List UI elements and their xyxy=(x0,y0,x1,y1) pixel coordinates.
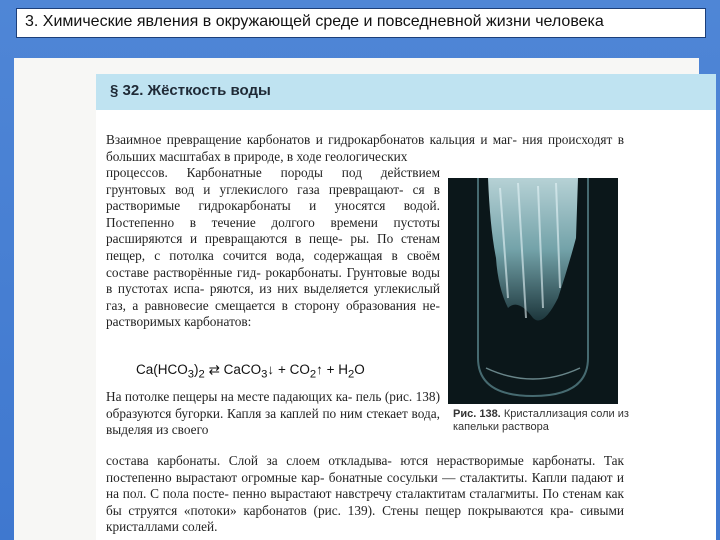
section-heading: § 32. Жёсткость воды xyxy=(96,74,716,110)
figure-caption xyxy=(453,408,633,434)
test-tube-illustration xyxy=(448,178,618,404)
figure-caption-text: Кристаллизация соли из капельки раствора xyxy=(453,408,629,433)
chemical-equation: $Ca(HCO_3)_2$ ⇄ CaCO$_3$↓ + $CO_2↑ + H_2O$ xyxy=(136,362,365,381)
figure-number: Рис. 138. xyxy=(453,408,501,420)
page-content xyxy=(96,74,716,540)
paragraph-stalactites-start: На потолке пещеры на месте падающих ка- пель (рис. 138) образуются бугорки. Капля за каплей по ним стекает вода, выделяя из своего xyxy=(106,389,440,438)
textbook-page xyxy=(14,58,699,540)
paragraph-stalactites: состава карбонаты. Слой за слоем откладыва- ются нерастворимые карбонаты. Так постепенно вырастают огромные кар- бонатные сосульки — сталактиты. Капли падают и на пол. С пола посте- пенно вырастают навстречу сталактитам сталагмиты. По стенам как бы струятся «потоки» карбонатов (рис. 139). Стены пещер покрываются кра- сивыми кристаллами солей. xyxy=(106,453,624,535)
paragraph-caves: процессов. Карбонатные породы под действием грунтовых вод и углекислого газа превращают- ся в растворимые гидрокарбонаты и уносятся водой. Постепенно в течение долгого времени пустоты расширяются и превращаются в пеще- ры. По стенам пещер, с потолка сочится вода, содержащая в своём составе растворённые гид- рокарбонаты. Грунтовые воды в пустотах испа- ряются, из них выделяется углекислый газ, а равновесие смещается в сторону образования не- растворимых карбонатов: xyxy=(106,165,440,330)
slide-title: 3. Химические явления в окружающей среде и повседневной жизни человека xyxy=(16,8,706,38)
crystallization-photo xyxy=(448,178,618,404)
paragraph-intro: Взаимное превращение карбонатов и гидрокарбонатов кальция и маг- ния происходят в больших масштабах в природе, в ходе геологических xyxy=(106,132,624,164)
